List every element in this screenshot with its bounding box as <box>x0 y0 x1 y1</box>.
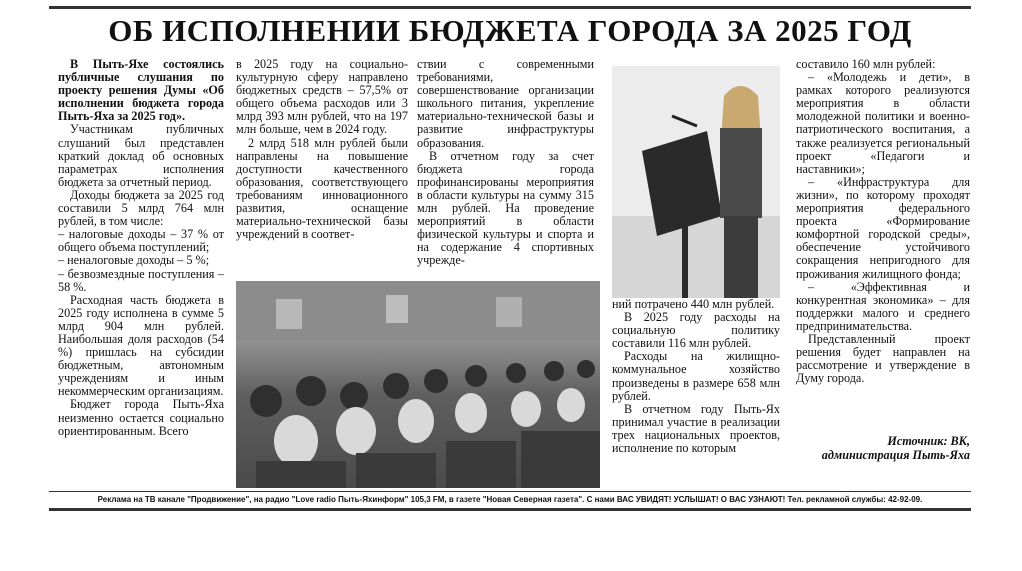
list-item: – «Молодежь и дети», в рамках которого реализуются мероприятия в области молодежной политики и военно-патриотического воспитания, а также реализуется региональный проект «Педагоги и наставники»; <box>796 70 970 176</box>
paragraph: Расходы на жилищно-коммунальное хозяйство произведены в размере 658 млн рублей. <box>612 349 780 403</box>
article-headline: ОБ ИСПОЛНЕНИИ БЮДЖЕТА ГОРОДА ЗА 2025 ГОД <box>108 13 912 48</box>
paragraph: В 2025 году расходы на социальную политику составили 116 млн рублей. <box>612 310 780 351</box>
source-line: администрация Пыть-Яха <box>821 448 970 462</box>
paragraph: Бюджет города Пыть-Яха неизменно остается социально ориентированным. Всего <box>58 397 224 438</box>
audience-photo-graphic <box>236 281 600 488</box>
list-item: – безвозмездные поступления – 58 %. <box>58 266 224 294</box>
paragraph: Представленный проект решения будет направлен на рассмотрение и утверждение в Думу города. <box>796 331 970 386</box>
source-credit <box>796 434 970 462</box>
paragraph: Доходы бюджета за 2025 год составили 5 млрд 764 млн рублей, в том числе: <box>58 187 224 229</box>
paragraph: составило 160 млн рублей: <box>796 58 936 71</box>
article-lead: В Пыть-Яхе состоялись публичные слушания по проекту решения Думы «Об исполнении бюджета города Пыть-Яха за 2025 год». <box>58 58 224 124</box>
paragraph: Участникам публичных слушаний был представлен краткий доклад об основных параметрах исполнения бюджета за отчетный период. <box>58 122 224 189</box>
audience-photo <box>236 281 600 488</box>
column-1 <box>58 58 224 488</box>
list-item: – «Эффективная и конкурентная экономика» – для поддержки малого и среднего предпринимательства. <box>796 279 970 333</box>
column-2 <box>236 58 408 276</box>
paragraph: ний потрачено 440 млн рублей. <box>612 298 775 311</box>
column-4 <box>612 298 780 488</box>
footer-divider <box>49 491 971 492</box>
list-item: – «Инфраструктура для жизни», по которому проходят мероприятия федерального проекта «Формирование комфортной городской среды», обеспечение устойчивого сокращения непригодного для проживания жилищного фонда; <box>796 174 970 281</box>
paragraph: в 2025 году на социально-культурную сферу направлено бюджетных средств – 57,5% от общего объема расходов или 3 млрд 393 млн рублей, что на 197 млн больше, чем в 2024 году. <box>236 58 408 137</box>
speaker-photo-graphic <box>612 66 780 298</box>
column-5 <box>796 58 970 488</box>
advertising-footer: Реклама на ТВ канале "Продвижение", на радио "Love radio Пыть-Яхинформ" 105,3 FM, в газете "Новая Северная газета". С нами ВАС УВИДЯТ! УСЛЫШАТ! О ВАС УЗНАЮТ! Тел. рекламной службы: 42-92-09. <box>97 495 923 504</box>
speaker-photo <box>612 66 780 298</box>
paragraph: 2 млрд 518 млн рублей были направлены на повышение доступности качественного образования, соответствующего требованиям инновационного развития, оснащение материально-технической базы учреждений в соответ- <box>236 135 408 242</box>
source-line: Источник: ВК, <box>887 434 970 448</box>
bottom-rule <box>49 508 971 511</box>
paragraph: В отчетном году за счет бюджета города профинансированы мероприятия в области культуры на сумму 315 млн рублей. На проведение мероприятий в области физической культуры и спорта и на содержание 4 спортивных учрежде- <box>417 148 594 268</box>
list-item: – неналоговые доходы – 5 %; <box>58 253 210 268</box>
paragraph: В отчетном году Пыть-Ях принимал участие в реализации трех национальных проектов, исполнение по которым <box>612 401 780 456</box>
paragraph: Расходная часть бюджета в 2025 году исполнена в сумме 5 млрд 904 млн рублей. Наибольшая доля расходов (54 %) пришлась на субсидии бюджетным, автономным учреждениям и иным некоммерческим организациям. <box>58 292 224 399</box>
top-rule <box>49 6 971 9</box>
paragraph: ствии с современными требованиями, совершенствование организации школьного питания, укрепление материально-технической базы и развитие инфраструктуры образования. <box>417 58 594 150</box>
column-3 <box>417 58 594 276</box>
list-item: – налоговые доходы – 37 % от общего объема поступлений; <box>58 227 224 255</box>
